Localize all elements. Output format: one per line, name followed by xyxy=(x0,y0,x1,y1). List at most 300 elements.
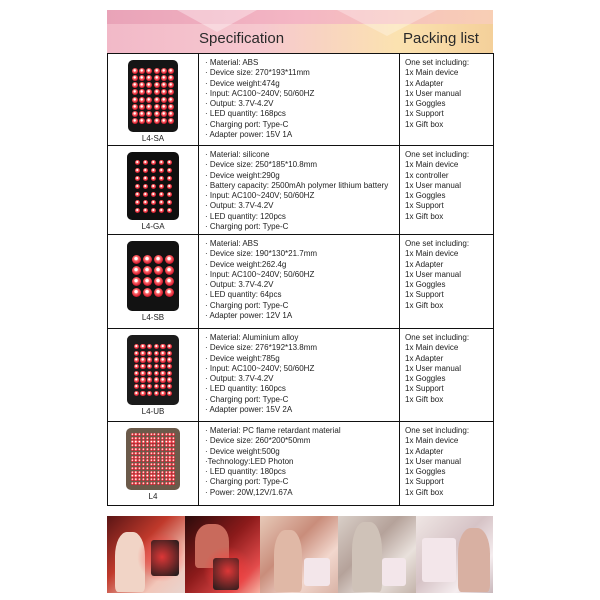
led-dot xyxy=(168,444,171,447)
led-dot xyxy=(161,459,164,462)
led-dot xyxy=(168,478,171,481)
led-dot xyxy=(146,452,149,455)
led-dot xyxy=(161,97,167,103)
specification-cell xyxy=(199,329,400,422)
led-dot xyxy=(146,437,149,440)
led-dot xyxy=(157,433,160,436)
red-light-glow xyxy=(137,532,185,582)
led-dot xyxy=(138,456,141,459)
packing-line: 1x Goggles xyxy=(405,467,446,477)
led-dot xyxy=(143,160,148,165)
led-dot xyxy=(161,104,167,110)
led-dot xyxy=(150,444,153,447)
led-dot xyxy=(146,459,149,462)
led-dot xyxy=(134,459,137,462)
led-dot xyxy=(131,463,134,466)
led-dot xyxy=(167,384,173,390)
led-dot xyxy=(161,111,167,117)
led-dot xyxy=(134,474,137,477)
packing-line: 1x Support xyxy=(405,384,444,394)
led-dot xyxy=(165,459,168,462)
specification-cell xyxy=(199,146,400,235)
led-dot xyxy=(172,448,175,451)
led-dot xyxy=(146,440,149,443)
led-dot xyxy=(172,456,175,459)
led-dot xyxy=(138,459,141,462)
led-dot xyxy=(142,448,145,451)
led-dot xyxy=(157,467,160,470)
led-dot xyxy=(172,482,175,485)
red-light-glow xyxy=(203,546,253,593)
led-dot xyxy=(143,266,152,275)
led-dot xyxy=(140,391,146,397)
led-dot xyxy=(154,255,163,264)
led-dot xyxy=(131,440,134,443)
led-dot xyxy=(161,478,164,481)
led-dot xyxy=(165,467,168,470)
led-dot xyxy=(142,471,145,474)
led-dot xyxy=(132,118,138,124)
led-dot xyxy=(165,255,174,264)
specification-cell xyxy=(199,422,400,506)
led-dot xyxy=(150,437,153,440)
led-dot xyxy=(172,474,175,477)
spec-line: · Adapter power: 15V 1A xyxy=(205,130,293,140)
led-dot xyxy=(142,444,145,447)
spec-line: · LED quantity: 120pcs xyxy=(205,211,286,221)
led-dot xyxy=(139,118,145,124)
spec-line: · Material: Aluminium alloy xyxy=(205,333,299,342)
usage-photo xyxy=(185,516,260,593)
led-dot xyxy=(142,452,145,455)
product-image-cell xyxy=(108,329,199,422)
spec-row xyxy=(108,422,494,506)
spec-line: · LED quantity: 168pcs xyxy=(205,109,286,119)
led-dot xyxy=(165,448,168,451)
led-dot xyxy=(134,471,137,474)
spec-line: · Device weight:474g xyxy=(205,78,280,88)
led-dot xyxy=(147,384,153,390)
led-dot xyxy=(146,433,149,436)
led-dot xyxy=(167,351,173,357)
product-image-cell xyxy=(108,146,199,235)
spec-line: · Device size: 276*192*13.8mm xyxy=(205,343,318,353)
led-dot xyxy=(154,391,160,397)
led-dot xyxy=(132,255,141,264)
led-dot xyxy=(168,118,174,124)
led-dot xyxy=(142,456,145,459)
packing-line: 1x Goggles xyxy=(405,99,446,109)
led-dot xyxy=(142,463,145,466)
led-dot xyxy=(168,104,174,110)
led-dot xyxy=(146,456,149,459)
led-dot xyxy=(150,448,153,451)
packing-line: 1x User manual xyxy=(405,269,462,279)
led-dot xyxy=(161,452,164,455)
led-dot xyxy=(159,168,164,173)
led-dot xyxy=(146,463,149,466)
led-dot xyxy=(142,440,145,443)
led-dot xyxy=(167,160,172,165)
led-dot xyxy=(134,452,137,455)
led-dot xyxy=(168,82,174,88)
led-dot xyxy=(135,192,140,197)
led-dot xyxy=(165,444,168,447)
led-dot xyxy=(150,482,153,485)
packing-line: 1x Support xyxy=(405,201,444,211)
spec-line: · Charging port: Type-C xyxy=(205,300,289,310)
led-dot xyxy=(138,474,141,477)
led-dot xyxy=(153,463,156,466)
device-image xyxy=(126,428,180,490)
led-dot xyxy=(138,448,141,451)
packing-list-cell xyxy=(400,329,494,422)
led-dot xyxy=(147,357,153,363)
led-dot xyxy=(157,437,160,440)
product-image-cell xyxy=(108,235,199,329)
led-dot xyxy=(172,467,175,470)
led-dot xyxy=(157,463,160,466)
led-dot xyxy=(165,471,168,474)
led-dot xyxy=(131,444,134,447)
spec-line: · Adapter power: 12V 1A xyxy=(205,311,293,321)
usage-photo xyxy=(107,516,185,593)
led-dot xyxy=(146,474,149,477)
usage-photo-strip xyxy=(107,516,493,593)
led-dot xyxy=(159,176,164,181)
led-dot xyxy=(142,433,145,436)
led-dot xyxy=(134,391,140,397)
packing-line: 1x Gift box xyxy=(405,394,444,404)
led-dot xyxy=(154,384,160,390)
spec-line: · Output: 3.7V-4.2V xyxy=(205,99,274,109)
led-dot xyxy=(147,391,153,397)
packing-line: 1x Gift box xyxy=(405,487,444,497)
led-dot xyxy=(161,82,167,88)
led-dot xyxy=(143,255,152,264)
device-image xyxy=(127,335,179,405)
led-dot xyxy=(172,444,175,447)
packing-line: 1x Adapter xyxy=(405,259,444,269)
led-dot xyxy=(157,444,160,447)
led-dot xyxy=(167,208,172,213)
packing-line: 1x Goggles xyxy=(405,280,446,290)
led-dot xyxy=(165,288,174,297)
led-dot xyxy=(153,433,156,436)
led-dot xyxy=(168,111,174,117)
led-dot xyxy=(154,344,160,350)
led-dot xyxy=(134,448,137,451)
led-dot xyxy=(168,474,171,477)
led-dot xyxy=(168,463,171,466)
led-dot xyxy=(131,478,134,481)
led-dot xyxy=(151,168,156,173)
led-dot xyxy=(172,459,175,462)
usage-photo xyxy=(416,516,493,593)
packing-line: 1x User manual xyxy=(405,180,462,190)
led-dot xyxy=(146,448,149,451)
led-dot xyxy=(138,433,141,436)
led-dot xyxy=(165,452,168,455)
led-dot xyxy=(154,97,160,103)
led-dot xyxy=(138,440,141,443)
led-dot xyxy=(167,357,173,363)
led-dot xyxy=(168,433,171,436)
led-dot xyxy=(132,104,138,110)
led-dot xyxy=(140,371,146,377)
led-dot xyxy=(150,459,153,462)
led-dot xyxy=(168,456,171,459)
header-decoration xyxy=(177,10,257,32)
led-dot xyxy=(135,168,140,173)
packing-line: 1x Goggles xyxy=(405,374,446,384)
led-dot xyxy=(140,377,146,383)
spec-line: · Charging port: Type-C xyxy=(205,222,289,232)
led-dot xyxy=(134,456,137,459)
spec-line: · Device weight:785g xyxy=(205,353,280,363)
led-dot xyxy=(140,384,146,390)
led-dot xyxy=(168,89,174,95)
led-dot xyxy=(154,364,160,370)
spec-row xyxy=(108,54,494,146)
led-dot xyxy=(167,344,173,350)
led-dot xyxy=(139,104,145,110)
led-dot xyxy=(165,437,168,440)
packing-line: 1x Main device xyxy=(405,436,459,446)
spec-line: · Output: 3.7V-4.2V xyxy=(205,201,274,211)
model-label: L4-SB xyxy=(141,313,165,322)
led-dot xyxy=(157,459,160,462)
led-dot xyxy=(132,82,138,88)
spec-line: · Material: PC flame retardant material xyxy=(205,426,341,435)
led-dot xyxy=(157,456,160,459)
led-dot xyxy=(167,391,173,397)
spec-row xyxy=(108,146,494,235)
led-dot xyxy=(159,208,164,213)
led-dot xyxy=(172,452,175,455)
spec-line: · Device size: 270*193*11mm xyxy=(205,68,310,78)
led-dot xyxy=(134,433,137,436)
led-dot xyxy=(154,351,160,357)
led-dot xyxy=(142,474,145,477)
led-dot xyxy=(134,478,137,481)
model-label: L4-SA xyxy=(141,134,165,143)
led-dot xyxy=(153,482,156,485)
led-dot xyxy=(161,456,164,459)
specification-heading: Specification xyxy=(199,30,285,47)
led-dot xyxy=(165,266,174,275)
led-dot xyxy=(168,482,171,485)
device-panel xyxy=(422,538,456,582)
packing-line: 1x Main device xyxy=(405,343,459,353)
led-dot xyxy=(154,266,163,275)
spec-line: · Input: AC100~240V; 50/60HZ xyxy=(205,363,315,373)
led-dot xyxy=(159,192,164,197)
led-dot xyxy=(168,452,171,455)
led-dot xyxy=(157,452,160,455)
led-dot xyxy=(154,118,160,124)
packing-line: 1x Support xyxy=(405,477,444,487)
spec-line: ·Technology:LED Photon xyxy=(205,456,294,466)
device-image xyxy=(128,60,178,132)
led-dot xyxy=(134,371,140,377)
led-dot xyxy=(138,452,141,455)
device-panel xyxy=(304,558,330,586)
led-dot xyxy=(132,75,138,81)
led-dot xyxy=(132,288,141,297)
led-dot xyxy=(165,433,168,436)
packing-list-cell xyxy=(400,422,494,506)
device-panel xyxy=(382,558,406,586)
led-dot xyxy=(147,351,153,357)
packing-line: 1x controller xyxy=(405,170,449,180)
packing-line: 1x Gift box xyxy=(405,211,444,221)
led-dot xyxy=(154,288,163,297)
led-dot xyxy=(168,97,174,103)
model-label: L4-GA xyxy=(141,222,165,231)
led-dot xyxy=(161,467,164,470)
led-dot xyxy=(132,111,138,117)
led-dot xyxy=(157,478,160,481)
device-image xyxy=(127,152,179,220)
led-dot xyxy=(131,437,134,440)
led-dot xyxy=(161,437,164,440)
led-dot xyxy=(160,357,166,363)
spec-line: · Charging port: Type-C xyxy=(205,394,289,404)
led-dot xyxy=(161,448,164,451)
spec-line: · Material: silicone xyxy=(205,150,270,159)
led-dot xyxy=(139,97,145,103)
spec-line: · LED quantity: 64pcs xyxy=(205,290,282,300)
led-dot xyxy=(168,75,174,81)
led-dot xyxy=(153,437,156,440)
spec-line: · Power: 20W,12V/1.67A xyxy=(205,487,293,497)
spec-line: · Input: AC100~240V; 50/60HZ xyxy=(205,269,315,279)
led-dot xyxy=(168,437,171,440)
led-dot xyxy=(160,371,166,377)
led-dot xyxy=(159,160,164,165)
led-dot xyxy=(153,471,156,474)
led-dot xyxy=(138,463,141,466)
led-dot xyxy=(154,104,160,110)
packing-line: One set including: xyxy=(405,426,470,435)
led-dot xyxy=(160,344,166,350)
spec-line: · Device size: 250*185*10.8mm xyxy=(205,160,318,170)
spec-table xyxy=(107,53,494,506)
led-dot xyxy=(138,467,141,470)
led-dot xyxy=(138,444,141,447)
led-dot xyxy=(142,459,145,462)
led-dot xyxy=(154,371,160,377)
led-dot xyxy=(140,344,146,350)
led-dot xyxy=(134,364,140,370)
led-dot xyxy=(161,433,164,436)
led-dot xyxy=(154,89,160,95)
spec-line: · Battery capacity: 2500mAh polymer lithium battery xyxy=(205,180,389,190)
led-dot xyxy=(167,377,173,383)
led-dot xyxy=(139,111,145,117)
packing-list-cell xyxy=(400,235,494,329)
person-figure xyxy=(274,530,302,592)
led-dot xyxy=(135,200,140,205)
led-dot xyxy=(153,474,156,477)
led-dot xyxy=(139,75,145,81)
led-dot xyxy=(151,176,156,181)
led-dot xyxy=(157,440,160,443)
led-dot xyxy=(150,474,153,477)
specification-cell xyxy=(199,54,400,146)
packing-line: 1x User manual xyxy=(405,456,462,466)
spec-line: · Input: AC100~240V; 50/60HZ xyxy=(205,191,315,201)
model-label: L4-UB xyxy=(141,407,165,416)
led-dot xyxy=(172,440,175,443)
led-dot xyxy=(157,448,160,451)
led-dot xyxy=(154,377,160,383)
spec-line: · Input: AC100~240V; 50/60HZ xyxy=(205,88,315,98)
led-dot xyxy=(153,444,156,447)
led-dot xyxy=(135,176,140,181)
packing-line: 1x Support xyxy=(405,109,444,119)
led-dot xyxy=(161,440,164,443)
led-dot xyxy=(154,111,160,117)
led-dot xyxy=(138,478,141,481)
packing-line: 1x Gift box xyxy=(405,300,444,310)
led-dot xyxy=(161,75,167,81)
led-dot xyxy=(157,471,160,474)
packing-line: 1x Adapter xyxy=(405,446,444,456)
device-image xyxy=(127,241,179,311)
led-dot xyxy=(165,277,174,286)
led-dot xyxy=(134,467,137,470)
packing-line: 1x Main device xyxy=(405,160,459,170)
led-dot xyxy=(135,184,140,189)
led-dot xyxy=(161,444,164,447)
led-dot xyxy=(138,437,141,440)
led-dot xyxy=(142,467,145,470)
led-dot xyxy=(138,482,141,485)
led-dot xyxy=(161,482,164,485)
led-dot xyxy=(134,344,140,350)
led-dot xyxy=(143,200,148,205)
led-dot xyxy=(131,456,134,459)
led-dot xyxy=(143,176,148,181)
led-dot xyxy=(146,482,149,485)
led-dot xyxy=(151,160,156,165)
header-banner xyxy=(107,10,493,53)
led-dot xyxy=(146,478,149,481)
packing-line: 1x User manual xyxy=(405,88,462,98)
spec-line: · Device weight:262.4g xyxy=(205,259,287,269)
spec-line: · Device size: 260*200*50mm xyxy=(205,436,311,446)
led-dot xyxy=(153,452,156,455)
spec-line: · LED quantity: 160pcs xyxy=(205,384,286,394)
led-dot xyxy=(159,200,164,205)
led-dot xyxy=(153,456,156,459)
led-dot xyxy=(168,440,171,443)
led-dot xyxy=(131,433,134,436)
led-dot xyxy=(135,208,140,213)
led-dot xyxy=(146,82,152,88)
led-dot xyxy=(146,68,152,74)
led-dot xyxy=(140,351,146,357)
led-dot xyxy=(172,433,175,436)
led-dot xyxy=(132,266,141,275)
led-dot xyxy=(142,478,145,481)
led-dot xyxy=(139,82,145,88)
led-dot xyxy=(160,351,166,357)
led-dot xyxy=(151,184,156,189)
packing-line: 1x Goggles xyxy=(405,191,446,201)
